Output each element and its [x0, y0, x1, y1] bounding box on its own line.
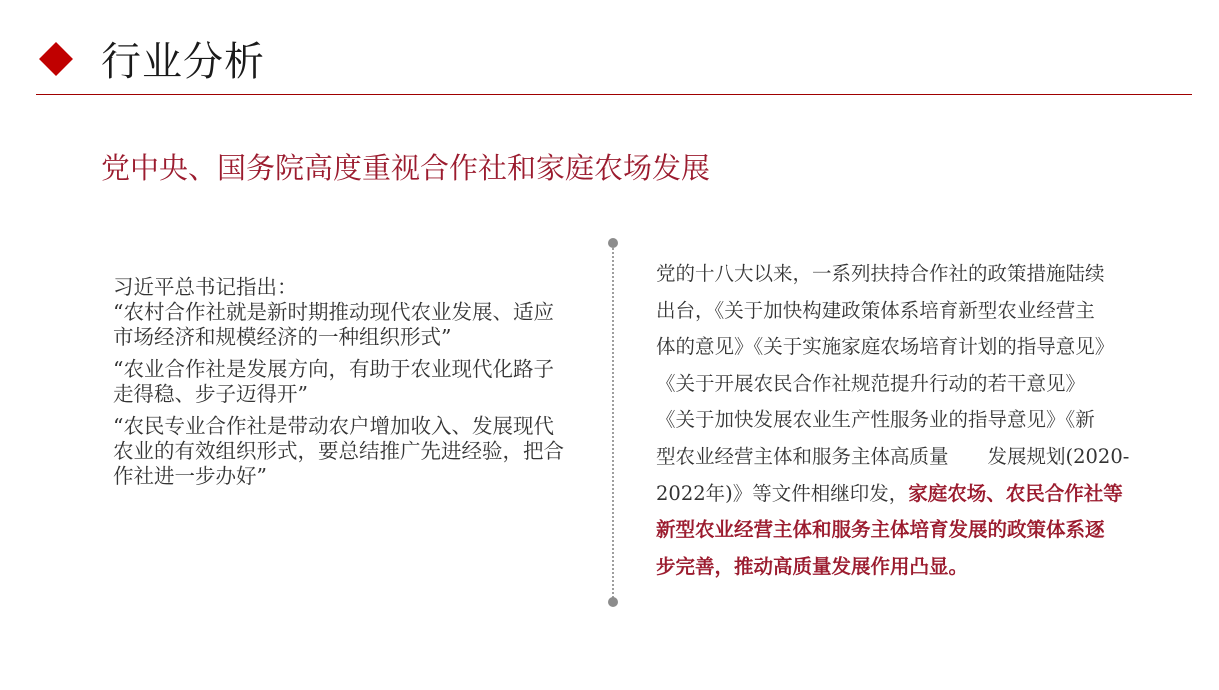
- quote-item: “农民专业合作社是带动农户增加收入、发展现代农业的有效组织形式，要总结推广先进经验，把合作社进一步办好”: [113, 414, 564, 488]
- divider-dot-icon: [608, 238, 618, 248]
- paragraph-line: 《关于加快发展农业生产性服务业的指导意见》《新: [656, 408, 1095, 432]
- quote-block: [113, 275, 573, 489]
- paragraph-line: 出台，《关于加快构建政策体系培育新型农业经营主: [656, 298, 1095, 322]
- highlight-line: 步完善，推动高质量发展作用凸显。: [656, 554, 969, 578]
- divider-dot-icon: [608, 597, 618, 607]
- paragraph-line: 《关于开展农民合作社规范提升行动的若干意见》: [656, 371, 1086, 395]
- title-divider: [36, 94, 1192, 95]
- quote-item: “农业合作社是发展方向，有助于农业现代化路子走得稳、步子迈得开”: [113, 357, 554, 406]
- vertical-divider: [612, 243, 614, 602]
- highlight-line: 新型农业经营主体和服务主体培育发展的政策体系逐: [656, 518, 1105, 542]
- diamond-icon: [39, 42, 73, 76]
- paragraph-line: 型农业经营主体和服务主体高质量 发展规划(2020-: [656, 444, 1130, 468]
- paragraph-line: [656, 476, 1146, 513]
- quote-item: “农村合作社就是新时期推动现代农业发展、适应市场经济和规模经济的一种组织形式”: [113, 300, 554, 349]
- policy-paragraph: [656, 256, 1146, 585]
- section-subtitle: 党中央、国务院高度重视合作社和家庭农场发展: [101, 151, 711, 185]
- highlight-text: 家庭农场、农民合作社等: [908, 481, 1123, 505]
- page-title: 行业分析: [101, 39, 265, 85]
- quote-intro: 习近平总书记指出：: [113, 275, 298, 299]
- paragraph-line: 体的意见》《关于实施家庭农场培育计划的指导意见》: [656, 335, 1115, 359]
- paragraph-text: 2022年)》等文件相继印发，: [656, 481, 909, 505]
- paragraph-line: 党的十八大以来，一系列扶持合作社的政策措施陆续: [656, 262, 1105, 285]
